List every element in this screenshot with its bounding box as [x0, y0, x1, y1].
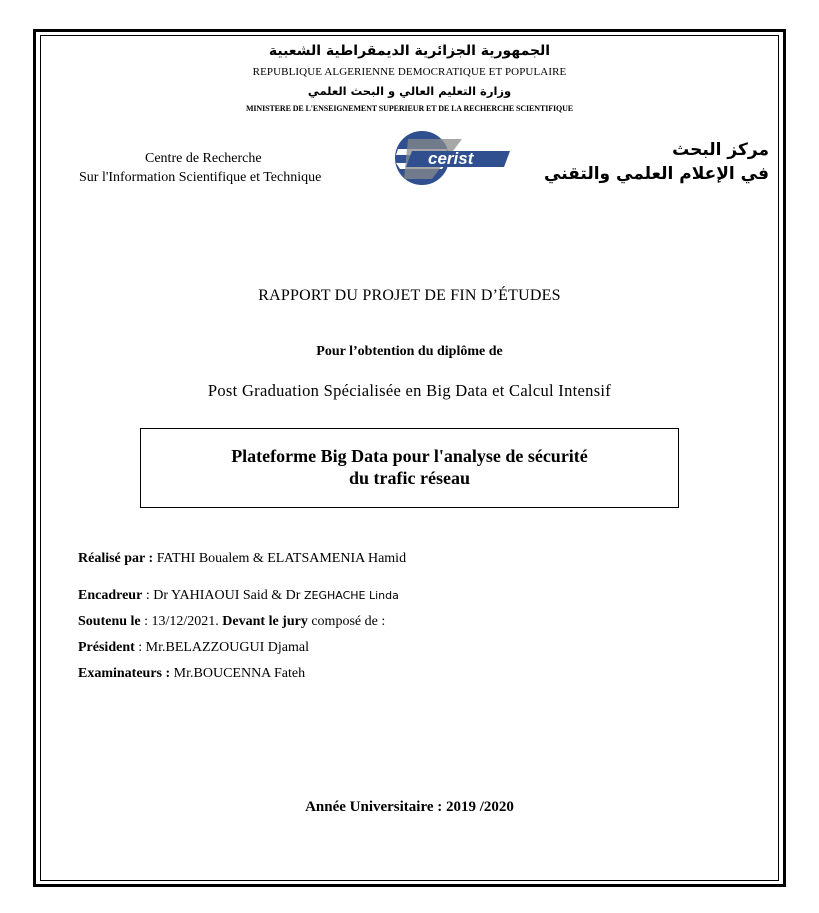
diploma-name: Post Graduation Spécialisée en Big Data et Calcul Intensif: [207, 381, 612, 400]
center-name-ar-line1: مركز البحث: [672, 140, 769, 160]
ministry-french: MINISTERE DE L'ENSEIGNEMENT SUPERIEUR ET DE LA RECHERCHE SCIENTIFIQUE: [245, 104, 574, 113]
realise-par-row: [78, 550, 406, 568]
encadreur-value: Dr YAHIAOUI Said & Dr: [153, 588, 301, 603]
soutenu-row: [78, 613, 385, 631]
jury-value: composé de :: [311, 614, 386, 629]
report-title: RAPPORT DU PROJET DE FIN D’ÉTUDES: [258, 287, 561, 304]
logo-text: cerist: [428, 149, 474, 168]
center-name-ar-line2: في الإعلام العلمي والتقني: [544, 164, 769, 184]
examinateurs-value: Mr.BOUCENNA Fateh: [173, 666, 306, 681]
examinateurs-row: [78, 665, 305, 683]
encadreur-row: [78, 587, 399, 605]
center-name-fr-line2: Sur l'Information Scientifique et Technique: [79, 170, 322, 185]
jury-label: Devant le jury: [222, 614, 308, 629]
president-row: [78, 639, 309, 657]
realise-value: FATHI Boualem & ELATSAMENIA Hamid: [156, 551, 407, 566]
republic-french: REPUBLIQUE ALGERIENNE DEMOCRATIQUE ET POPULAIRE: [252, 66, 567, 78]
cerist-logo: [392, 127, 514, 189]
project-title-line1: Plateforme Big Data pour l'analyse de sécurité: [231, 446, 588, 466]
project-title-line2: du trafic réseau: [349, 468, 470, 488]
encadreur-value2: ZEGHACHE Linda: [303, 589, 399, 602]
encadreur-sep: :: [145, 588, 150, 603]
soutenu-value: : 13/12/2021.: [144, 614, 219, 629]
report-subtitle: Pour l’obtention du diplôme de: [316, 344, 503, 359]
president-value: : Mr.BELAZZOUGUI Djamal: [138, 640, 309, 655]
soutenu-label: Soutenu le: [78, 614, 141, 629]
president-label: Président: [78, 640, 135, 655]
center-name-fr-line1: Centre de Recherche: [145, 151, 262, 166]
project-title-box: [140, 428, 679, 508]
encadreur-label: Encadreur: [78, 588, 143, 603]
realise-label: Réalisé par :: [78, 551, 154, 566]
republic-arabic: الجمهورية الجزائرية الديمقراطية الشعبية: [268, 43, 551, 59]
academic-year: Année Universitaire : 2019 /2020: [305, 799, 514, 815]
ministry-arabic: وزارة التعليم العالي و البحث العلمي: [307, 84, 512, 98]
examinateurs-label: Examinateurs :: [78, 666, 171, 681]
